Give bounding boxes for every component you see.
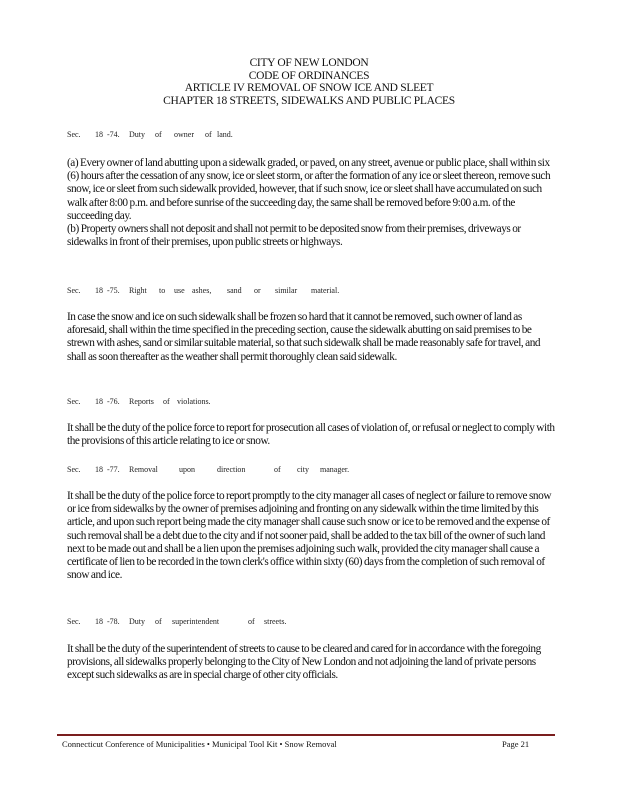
sec-word: Duty [129,130,145,139]
sec-word: 18 [95,465,103,474]
sec-word: city [297,465,309,474]
sec-word: 18 [95,397,103,406]
sec-word: use [174,286,185,295]
sec-word: of [155,130,162,139]
sec-word: owner [174,130,194,139]
paragraph-a: (a) Every owner of land abutting upon a sidewalk graded, or paved, on any street, avenue or public place, shall within six (6) hours after the cessation of any snow, ice or sleet storm, or after the formation of any ice or sleet thereon, remove such snow, ice or sleet from such sidewalk provided, however, that if such snow, ice or sleet shall have accumulated on such walk after 8:00 p.m. and before sunrise of the succeeding day, the same shall be removed before 9:00 a.m. of the succeeding day. [67,157,551,222]
sec-word: Sec. [67,465,81,474]
section-heading-18-77 [67,465,349,475]
heading-code: CODE OF ORDINANCES [248,69,370,82]
heading-chapter: CHAPTER 18 STREETS, SIDEWALKS AND PUBLIC PLACES [163,94,455,107]
sec-word: 18 [95,286,103,295]
sec-word: upon [179,465,195,474]
section-body-18-78 [67,643,559,683]
sec-word: -74. [107,130,120,139]
sec-word: to [159,286,166,295]
sec-word: land. [217,130,233,139]
sec-word: superintendent [172,617,220,626]
sec-word: -75. [107,286,120,295]
paragraph: It shall be the duty of the police force to report for prosecution all cases of violation of, or refusal or neglect to comply with the provisions of this article relating to ice or snow. [67,422,555,448]
page-number: Page 21 [502,739,530,749]
heading-city: CITY OF NEW LONDON [249,57,369,69]
sec-word: -78. [107,617,120,626]
sec-word: streets. [264,617,287,626]
doc-heading [0,57,618,107]
sec-word: Right [129,286,147,295]
sec-word: of [205,130,212,139]
sec-word: of [163,397,170,406]
paragraph: It shall be the duty of the police force to report promptly to the city manager all cases of neglect or failure to remove snow or ice from sidewalks by the owner of premises adjoining and fronting on any sidewalk within the time limited by this article, and upon such report being made the city manager shall cause such snow or ice to be removed and the expense of such removal shall be a debt due to the city and if not sooner paid, shall be added to the tax bill of the owner of such land next to be made out and shall be a lien upon the premises adjoining such walk, provided the city manager shall cause a certificate of lien to be recorded in the town clerk's office within sixty (60) days from the completion of such removal of snow and ice. [67,490,552,582]
sec-word: material. [311,286,340,295]
sec-word: Sec. [67,397,81,406]
paragraph-b: (b) Property owners shall not deposit and shall not permit to be deposited snow from their premises, driveways or sidewalks in front of their premises, upon public streets or highways. [67,223,521,249]
footer-divider [57,734,555,736]
footer-source: Connecticut Conference of Municipalities • Municipal Tool Kit • Snow Removal [62,739,337,749]
section-body-18-76 [67,422,559,448]
heading-article: ARTICLE IV REMOVAL OF SNOW ICE AND SLEET [184,82,434,94]
sec-word: Duty [129,617,145,626]
sec-word: Sec. [67,286,81,295]
section-body-18-75 [67,311,559,364]
paragraph: In case the snow and ice on such sidewalk shall be frozen so hard that it cannot be removed, such owner of land as aforesaid, shall within the time specified in the preceding section, cause the sidewalk abutting on said premises to be strewn with ashes, sand or similar suitable material, so that such sidewalk shall be made reasonably safe for travel, and shall as soon thereafter as the weather shall permit thoroughly clean said sidewalk. [67,311,541,363]
sec-word: Removal [129,465,158,474]
sec-word: -77. [107,465,120,474]
section-heading-18-76 [67,397,211,407]
section-heading-18-75 [67,286,339,296]
sec-word: 18 [95,617,103,626]
section-body-18-77 [67,490,559,582]
section-body-18-74 [67,157,559,249]
sec-word: Sec. [67,130,81,139]
sec-word: sand [227,286,242,295]
sec-word: or [254,286,261,295]
sec-word: of [248,617,255,626]
sec-word: of [274,465,281,474]
sec-word: -76. [107,397,120,406]
sec-word: manager. [320,465,350,474]
sec-word: Reports [129,397,154,406]
sec-word: Sec. [67,617,81,626]
section-heading-18-74 [67,130,233,140]
sec-word: direction [217,465,246,474]
sec-word: violations. [177,397,211,406]
sec-word: of [155,617,162,626]
paragraph: It shall be the duty of the superintendent of streets to cause to be cleared and cared for in accordance with the foregoing provisions, all sidewalks properly belonging to the City of New London and not adjoining the land of private persons except such sidewalks as are in special charge of other city officials. [67,643,541,682]
sec-word: 18 [95,130,103,139]
section-heading-18-78 [67,617,286,627]
sec-word: ashes, [192,286,212,295]
sec-word: similar [275,286,298,295]
